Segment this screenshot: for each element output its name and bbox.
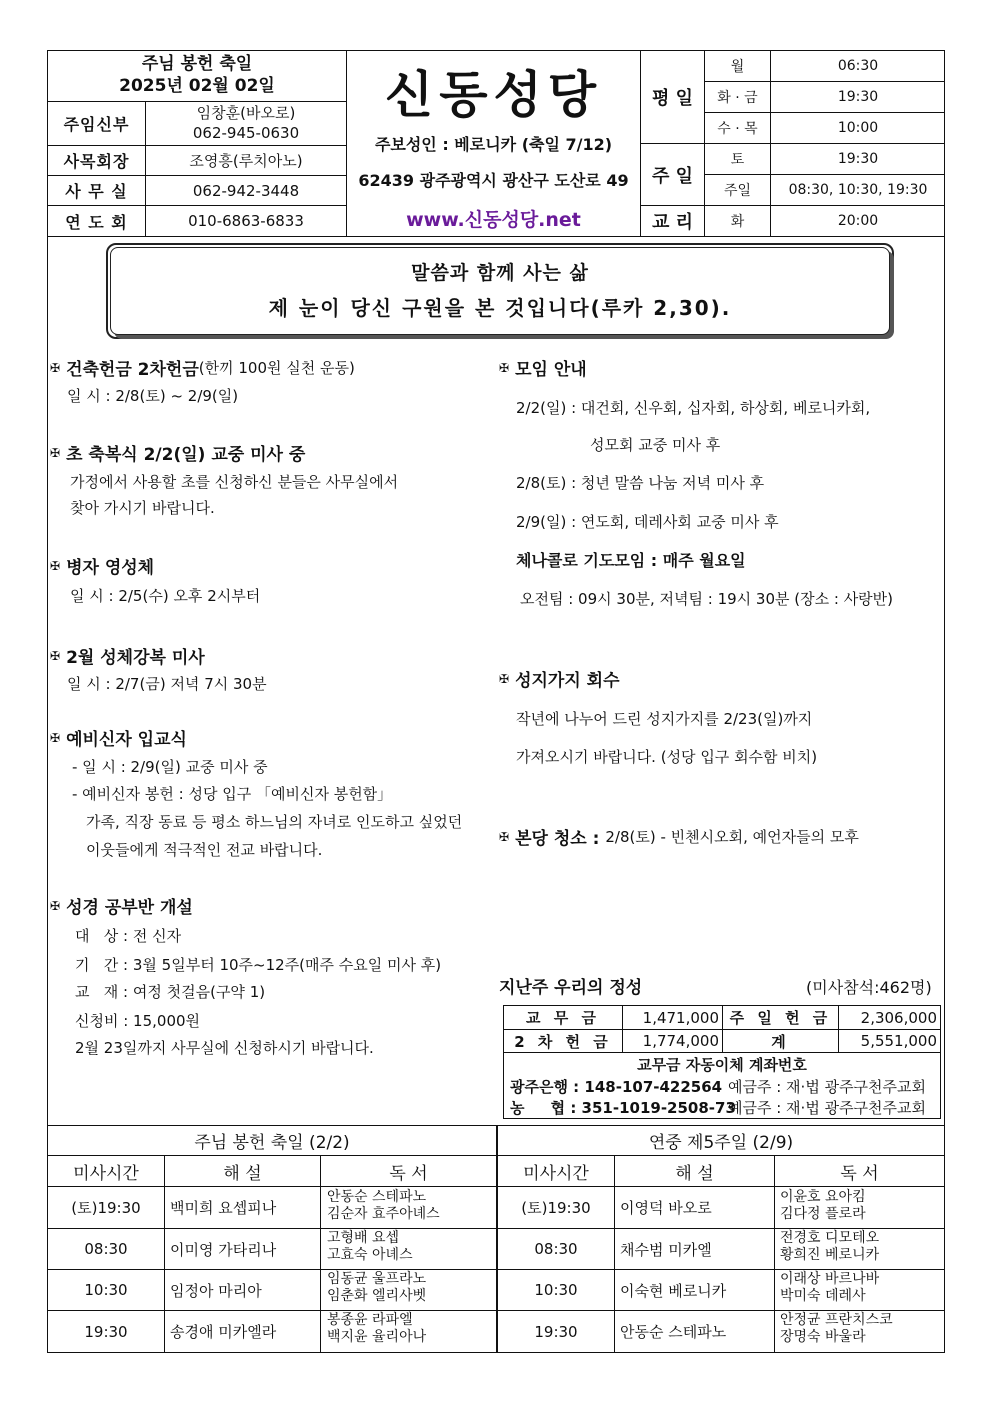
parish-name: 신동성당 [384,66,603,124]
council-name: 조영흥(루치아노) [189,151,303,170]
notice-bible-study [50,893,193,918]
account-holder: 예금주 : 재·법 광주구천주교회 [728,1078,927,1096]
table-time: 10:30 [534,1281,578,1299]
schedule-day: 화 · 금 [717,90,758,106]
notice-title: 초 축복식 2/2(일) 교중 미사 중 [66,445,306,465]
bank-account: 광주은행 : 148-107-422564 [510,1078,723,1096]
cross-icon: ✠ [50,898,61,913]
bank-account: 농 협 : 351-1019-2508-73 [510,1099,736,1117]
cross-icon: ✠ [50,445,61,460]
notice-title: 모임 안내 [515,360,587,380]
col-time: 미사시간 [73,1163,139,1184]
notice-line: 2/2(일) : 대건회, 신우회, 십자회, 하상회, 베로니카회, [516,399,871,417]
notice-line: 성모회 교중 미사 후 [590,436,721,454]
table-comment: 이미영 가타리나 [170,1240,277,1259]
account-holder: 예금주 : 재·법 광주구천주교회 [728,1099,927,1117]
notice-church-cleaning [499,824,859,849]
table-comment: 채수범 미카엘 [620,1240,712,1259]
pastor-phone: 062-945-0630 [192,124,300,142]
offering-label: 2 차 헌 금 [514,1032,612,1051]
table-comment: 백미희 요셉피나 [170,1199,277,1217]
office-label: 사 무 실 [65,182,128,201]
table-reader: 고효숙 아녜스 [327,1247,413,1263]
notice-title: 성경 공부반 개설 [66,898,193,918]
notice-line: 2월 23일까지 사무실에 신청하시기 바랍니다. [75,1039,374,1057]
offering-amount: 1,471,000 [642,1008,719,1027]
schedule-time: 20:00 [837,213,879,229]
table-comment: 이숙현 베로니카 [620,1281,727,1300]
col-reading: 독 서 [389,1163,428,1184]
cross-icon: ✠ [50,730,61,745]
notice-sick-communion [50,553,154,578]
offering-amount: 1,774,000 [642,1032,719,1050]
table-reader: 봉종윤 라파엘 [327,1312,413,1328]
weekday-label: 평 일 [651,88,694,109]
schedule-day: 수 · 목 [717,121,758,137]
table-reader: 장명숙 바울라 [780,1329,866,1345]
notice-line: 2/9(일) : 연도회, 데레사회 교중 미사 후 [516,513,779,531]
notice-line: 작년에 나누어 드린 성지가지를 2/23(일)까지 [516,710,813,728]
notice-line: - 예비신자 봉헌 : 성당 입구 「예비신자 봉헌함」 [72,785,393,803]
table-reader: 임춘화 엘리사벳 [327,1288,427,1304]
table-reader: 김순자 효주아녜스 [327,1206,440,1222]
schedule-time: 19:30 [837,89,879,105]
website-link[interactable]: www.신동성당.net [406,208,581,231]
notice-line: 신청비 : 15,000원 [75,1012,201,1030]
notice-line: 대 상 : 전 신자 [75,927,182,945]
verse-heading: 말씀과 함께 사는 삶 [411,261,589,284]
notice-line: 가져오시기 바랍니다. (성당 입구 회수함 비치) [516,748,818,766]
schedule-day: 화 [730,214,745,230]
schedule-day: 주일 [723,183,752,199]
patron-saint: 주보성인 : 베로니카 (축일 7/12) [374,134,613,154]
notice-candle-blessing [50,440,305,465]
offering-attendance: (미사참석:462명) [806,978,932,997]
account-title: 교무금 자동이체 계좌번호 [637,1055,807,1074]
notice-line: 교 재 : 여정 첫걸음(구약 1) [75,983,266,1001]
bulletin-date: 2025년 02월 02일 [119,75,275,96]
notice-line: 2/8(토) : 청년 말씀 나눔 저녁 미사 후 [516,474,765,492]
table-reader: 김다정 플로라 [780,1206,866,1222]
table-title-left: 주님 봉헌 축일 (2/2) [194,1133,350,1153]
offering-label: 교 무 금 [526,1009,600,1027]
notice-line: 체나콜로 기도모임 : 매주 월요일 [516,551,746,570]
feast-title: 주님 봉헌 축일 [141,53,253,74]
notice-line: 일 시 : 2/5(수) 오후 2시부터 [70,587,261,605]
notice-title-suffix: (한끼 100원 실천 운동) [198,359,355,377]
table-comment: 송경애 미카엘라 [170,1323,277,1341]
table-reader: 안정균 프란치스코 [780,1312,893,1328]
table-reader: 전경호 디모테오 [780,1230,880,1246]
table-time: 19:30 [84,1322,128,1341]
table-time: 08:30 [534,1240,578,1258]
pastor-label: 주임신부 [63,115,130,134]
notice-line: 가족, 직장 동료 등 평소 하느님의 자녀로 인도하고 싶었던 [86,813,463,831]
offering-title: 지난주 우리의 정성 [499,978,643,998]
table-comment: 안동순 스테파노 [620,1323,727,1341]
col-time: 미사시간 [523,1163,589,1184]
table-time: 08:30 [84,1240,128,1258]
memorial-phone: 010-6863-6833 [188,212,304,230]
table-time: 10:30 [84,1281,128,1299]
table-reader: 백지윤 율리아나 [327,1329,427,1345]
schedule-time: 08:30, 10:30, 19:30 [788,182,928,198]
table-reader: 안동순 스테파노 [327,1189,427,1205]
notice-line: 기 간 : 3월 5일부터 10주~12주(매주 수요일 미사 후) [75,956,442,974]
schedule-time: 19:30 [837,151,879,167]
table-reader: 이래상 바르나바 [780,1271,880,1287]
notice-palm-return [499,666,620,691]
memorial-label: 연 도 회 [65,212,128,232]
cross-icon: ✠ [50,360,61,375]
notice-title: 2월 성체강복 미사 [66,648,205,668]
schedule-time: 10:00 [837,120,879,136]
offering-amount: 2,306,000 [860,1008,937,1027]
table-reader: 박미숙 데레사 [780,1288,866,1304]
notice-benediction [50,643,205,668]
sunday-label: 주 일 [651,165,694,187]
col-comment: 해 설 [675,1163,714,1184]
col-comment: 해 설 [223,1163,262,1184]
table-reader: 이윤호 요아킴 [780,1189,866,1205]
notice-meetings [499,355,587,380]
table-comment: 임정아 마리아 [170,1281,262,1300]
cross-icon: ✠ [50,648,61,663]
notice-building-fund [50,355,355,380]
notice-title: 건축헌금 2차헌금 [66,360,199,380]
verse-text: 제 눈이 당신 구원을 본 것입니다(루카 2,30). [268,295,732,320]
offering-amount: 5,551,000 [860,1032,937,1050]
table-comment: 이영덕 바오로 [620,1199,712,1217]
table-reader: 황희진 베로니카 [780,1247,880,1263]
notice-line: - 일 시 : 2/9(일) 교중 미사 중 [72,758,268,776]
cross-icon: ✠ [499,671,510,686]
schedule-time: 06:30 [837,58,879,74]
notice-line: 찾아 가시기 바랍니다. [70,499,215,517]
notice-text: 2/8(토) - 빈첸시오회, 예언자들의 모후 [605,828,859,846]
notice-title: 성지가지 회수 [515,671,620,691]
catechism-label: 교 리 [651,212,694,233]
notice-catechumen [50,725,187,750]
notice-line: 일 시 : 2/7(금) 저녁 7시 30분 [67,675,267,693]
notice-title: 병자 영성체 [66,558,155,578]
schedule-day: 월 [730,59,745,75]
table-time: (토)19:30 [71,1199,141,1217]
office-phone: 062-942-3448 [192,181,300,200]
schedule-day: 토 [730,152,745,168]
table-title-right: 연중 제5주일 (2/9) [648,1133,794,1153]
col-reading: 독 서 [840,1163,879,1184]
notice-line: 가정에서 사용할 초를 신청하신 분들은 사무실에서 [70,473,399,491]
notice-line: 일 시 : 2/8(토) ~ 2/9(일) [67,387,239,405]
offering-label: 주 일 헌 금 [729,1009,832,1027]
notice-line: 오전팀 : 09시 30분, 저녁팀 : 19시 30분 (장소 : 사랑반) [520,590,894,608]
table-reader: 고형배 요셉 [327,1230,400,1246]
cross-icon: ✠ [50,558,61,573]
parish-address: 62439 광주광역시 광산구 도산로 49 [358,170,629,190]
council-label: 사목회장 [63,152,130,171]
table-time: (토)19:30 [521,1199,591,1217]
notice-title: 예비신자 입교식 [66,730,187,750]
table-reader: 임동균 울프라노 [327,1271,427,1287]
pastor-name: 임창훈(바오로) [196,104,296,122]
table-time: 19:30 [534,1322,578,1341]
cross-icon: ✠ [499,360,510,375]
notice-line: 이웃들에게 적극적인 전교 바랍니다. [86,841,323,859]
cross-icon: ✠ [499,829,510,844]
notice-title: 본당 청소 : [515,829,600,849]
offering-label: 계 [771,1032,790,1051]
